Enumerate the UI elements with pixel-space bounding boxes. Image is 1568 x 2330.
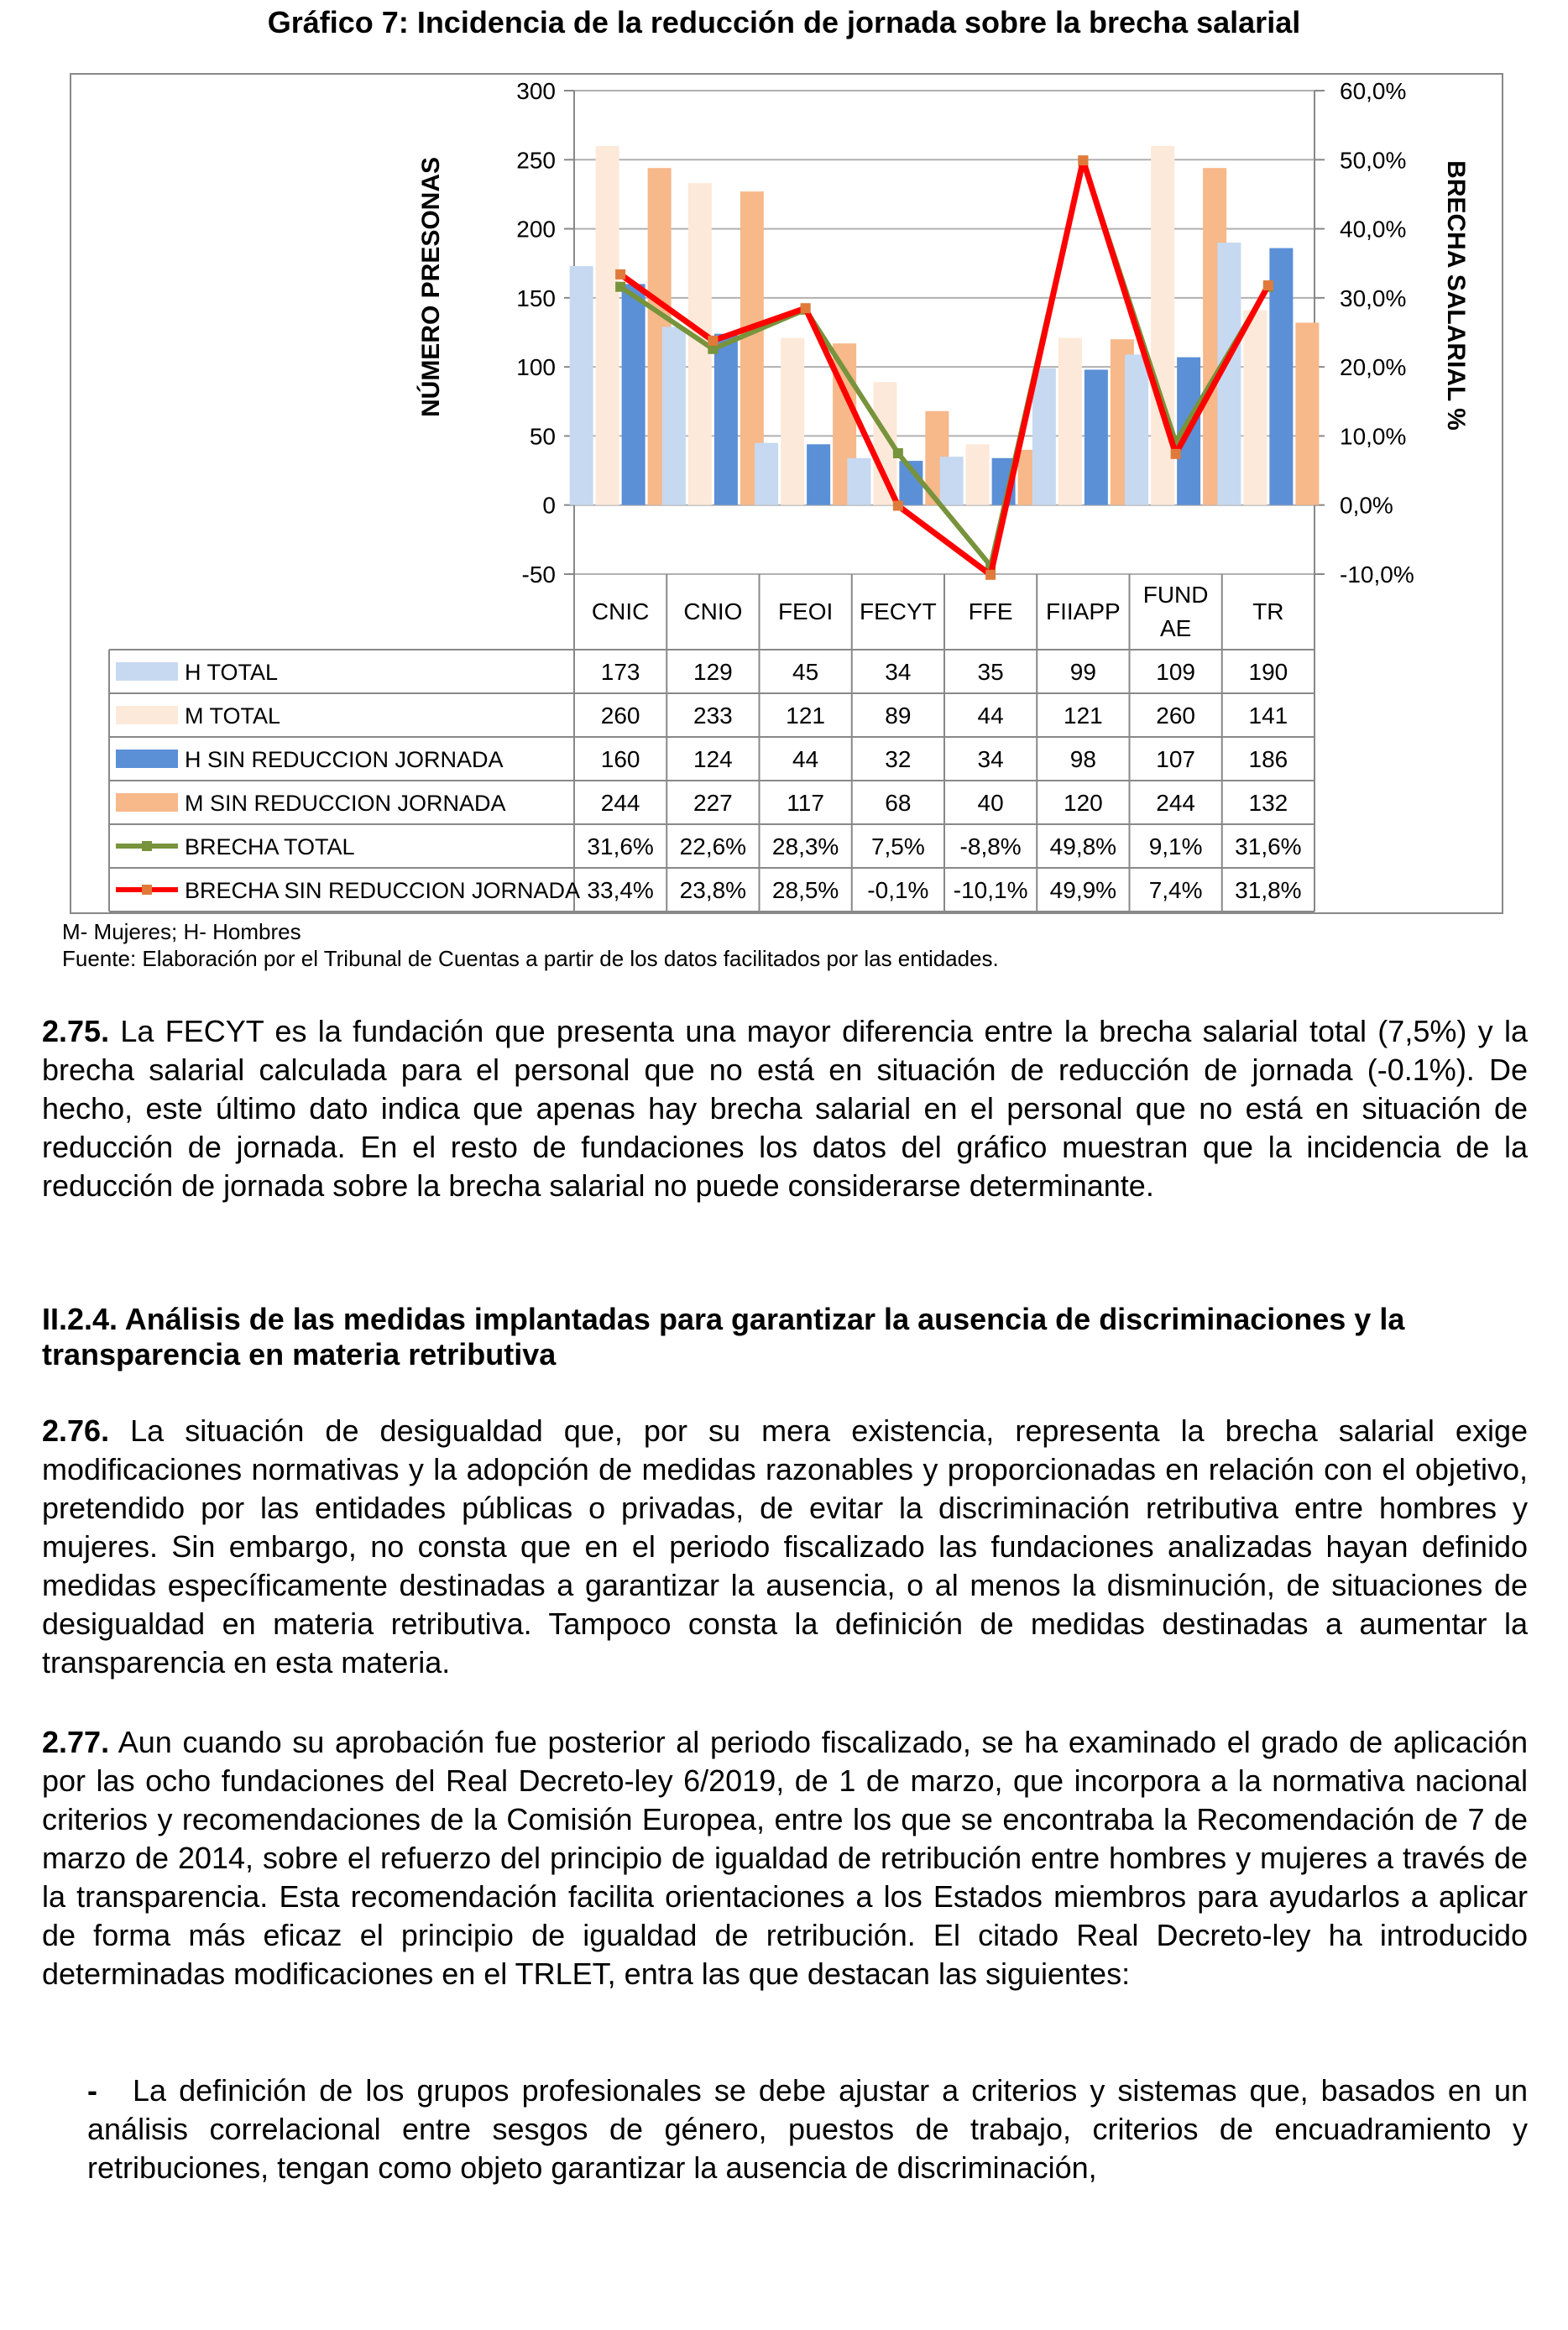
legend-label: H SIN REDUCCION JORNADA — [185, 747, 504, 772]
bullet-item: La definición de los grupos profesionales se debe ajustar a criterios y sistemas que, basados en un análisis correlacional entre sesgos de género, puestos de trabajo, criterios de encuadramiento y retribuciones, tengan como objeto garantizar la ausencia de discriminación, — [87, 2073, 1528, 2185]
y2-tick-label: -10,0% — [1340, 562, 1414, 588]
marker-brecha-sin-reduccion-jornada — [985, 570, 996, 580]
data-label: 9,1% — [1148, 833, 1203, 859]
data-label: 121 — [786, 703, 825, 729]
bar-h-total — [847, 458, 870, 505]
data-label: 117 — [787, 790, 824, 816]
category-label: CNIC — [591, 598, 650, 624]
y-tick-label: 250 — [516, 147, 556, 174]
marker-brecha-total — [615, 282, 625, 292]
paragraph-number: 2.76. — [42, 1413, 110, 1448]
marker-brecha-sin-reduccion-jornada — [801, 303, 811, 313]
paragraph-text: La FECYT es la fundación que presenta una mayor diferencia entre la brecha salarial total (7,5%) y la brecha salarial calculada para el personal que no está en situación de reducción de jornada (-0.1%). De hecho, este último dato indica que apenas hay brecha salarial en el personal que no está en situación de reducción de jornada. En el resto de fundaciones los datos del gráfico muestran que la incidencia de la reducción de jornada sobre la brecha salarial no puede considerarse determinante. — [42, 1014, 1528, 1203]
bar-m-total — [1243, 311, 1267, 505]
data-label: 7,5% — [870, 833, 925, 859]
y2-tick-label: 20,0% — [1340, 354, 1407, 381]
data-label: 120 — [1064, 790, 1103, 816]
data-label: 141 — [1248, 703, 1288, 729]
y-tick-label: 0 — [542, 492, 556, 519]
data-label: 35 — [977, 659, 1004, 685]
bar-h-sin-reduccion-jornada — [807, 444, 830, 504]
bar-h-total — [1125, 354, 1148, 504]
figure-source: Fuente: Elaboración por el Tribunal de Cuentas a partir de los datos facilitados por las entidades. — [62, 946, 999, 971]
marker-brecha-sin-reduccion-jornada — [1263, 280, 1273, 290]
y2-tick-label: 50,0% — [1340, 147, 1407, 174]
marker-brecha-sin-reduccion-jornada — [615, 269, 625, 279]
bar-h-sin-reduccion-jornada — [622, 284, 645, 504]
y-tick-label: 300 — [516, 78, 556, 104]
y2-tick-label: 30,0% — [1340, 285, 1407, 311]
data-label: 109 — [1156, 659, 1195, 685]
y2-tick-label: 10,0% — [1340, 423, 1407, 450]
legend-key — [116, 750, 178, 768]
data-label: 49,9% — [1049, 877, 1117, 903]
data-label: 173 — [600, 659, 640, 685]
category-label: FFE — [968, 598, 1013, 624]
legend-key — [116, 662, 178, 681]
category-label: FIIAPP — [1046, 598, 1121, 624]
legend-label: M TOTAL — [185, 703, 281, 729]
legend-key — [116, 706, 178, 724]
data-label: 31,8% — [1235, 877, 1302, 903]
paragraph-text: La situación de desigualdad que, por su mera existencia, representa la brecha salarial exige modificaciones normativas y la adopción de medidas razonables y proporcionadas en relación con el objetivo, pretendido por las entidades públicas o privadas, de evitar la discriminación retributiva entre hombres y mujeres. Sin embargo, no consta que en el periodo fiscalizado las fundaciones analizadas hayan definido medidas específicamente destinadas a garantizar la ausencia, o al menos la disminución, de situaciones de desigualdad en materia retributiva. Tampoco consta la definición de medidas destinadas a aumentar la transparencia en esta materia. — [42, 1413, 1528, 1680]
category-label: AE — [1159, 615, 1192, 641]
bullet-dash: - — [87, 2073, 97, 2108]
data-label: 33,4% — [587, 877, 654, 903]
data-label: 45 — [792, 659, 819, 685]
data-label: -10,1% — [953, 877, 1028, 903]
bar-h-total — [662, 327, 686, 504]
data-label: 49,8% — [1049, 833, 1117, 859]
marker-brecha-sin-reduccion-jornada — [893, 501, 903, 511]
brecha-chart — [0, 0, 1568, 923]
paragraph-text: Aun cuando su aprobación fue posterior al periodo fiscalizado, se ha examinado el grado de aplicación por las ocho fundaciones del Real Decreto-ley 6/2019, de 1 de marzo, que incorpora a la normativa nacional criterios y recomendaciones de la Comisión Europea, entre los que se encontraba la Recomendación de 7 de marzo de 2014, sobre el refuerzo del principio de igualdad de retribución entre hombres y mujeres a través de la transparencia. Esta recomendación facilita orientaciones a los Estados miembros para ayudarlos a aplicar de forma más eficaz el principio de igualdad de retribución. El citado Real Decreto-ley ha introducido determinadas modificaciones en el TRLET, entra las que destacan las siguientes: — [42, 1725, 1528, 1991]
category-label: TR — [1252, 598, 1284, 624]
bar-h-sin-reduccion-jornada — [714, 334, 738, 505]
bar-h-total — [940, 457, 964, 505]
bar-h-total — [1032, 368, 1056, 505]
data-label: 22,6% — [679, 833, 747, 859]
data-label: -8,8% — [959, 833, 1022, 859]
category-label: FECYT — [859, 598, 937, 624]
y-tick-label: -50 — [521, 562, 556, 588]
data-label: 260 — [1156, 703, 1195, 729]
data-label: 121 — [1064, 703, 1103, 729]
bar-h-total — [755, 443, 778, 505]
data-label: 98 — [1069, 746, 1096, 772]
legend-key-marker — [142, 841, 152, 851]
data-label: 99 — [1069, 659, 1096, 685]
marker-brecha-sin-reduccion-jornada — [708, 336, 718, 346]
bar-h-sin-reduccion-jornada — [1085, 369, 1108, 504]
data-label: 233 — [693, 703, 733, 729]
category-label: FUND — [1142, 582, 1209, 608]
bar-m-sin-reduccion-jornada — [1295, 322, 1319, 504]
legend-label: M SIN REDUCCION JORNADA — [185, 791, 506, 816]
y-tick-label: 150 — [516, 285, 556, 311]
y-tick-label: 50 — [529, 423, 556, 450]
data-label: 244 — [1156, 790, 1195, 816]
y-tick-label: 100 — [516, 354, 556, 381]
data-label: 23,8% — [679, 877, 747, 903]
data-label: 186 — [1248, 746, 1288, 772]
marker-brecha-total — [893, 448, 903, 458]
data-label: 132 — [1248, 790, 1288, 816]
bar-m-total — [781, 338, 804, 505]
data-label: 107 — [1156, 746, 1195, 772]
data-label: 7,4% — [1148, 877, 1203, 903]
category-label: FEOI — [777, 598, 834, 624]
data-label: 34 — [977, 746, 1004, 772]
paragraph-2-77 — [42, 1723, 1528, 1993]
data-label: 31,6% — [587, 833, 654, 859]
data-label: 28,3% — [771, 833, 839, 859]
data-label: 34 — [885, 659, 912, 685]
y-axis-title: NÚMERO PRESONAS — [417, 156, 445, 418]
section-heading: II.2.4. Análisis de las medidas implantadas para garantizar la ausencia de discriminaciones y la transparencia en materia retributiva — [42, 1302, 1405, 1371]
y2-tick-label: 0,0% — [1340, 492, 1393, 519]
data-label: 44 — [977, 703, 1004, 729]
data-label: 260 — [600, 703, 640, 729]
legend-label: H TOTAL — [185, 660, 279, 685]
paragraph-number: 2.75. — [42, 1014, 110, 1048]
data-label: 244 — [600, 790, 640, 816]
legend-key — [116, 793, 178, 812]
paragraph-2-76 — [42, 1412, 1528, 1682]
data-label: 31,6% — [1235, 833, 1302, 859]
y-tick-label: 200 — [516, 216, 556, 243]
data-label: 227 — [693, 790, 733, 816]
data-label: 124 — [693, 746, 733, 772]
data-label: 44 — [792, 746, 819, 772]
paragraph-number: 2.77. — [42, 1725, 110, 1759]
category-label: CNIO — [683, 598, 743, 624]
bar-m-total — [596, 146, 619, 505]
data-label: 160 — [600, 746, 640, 772]
data-label: 32 — [885, 746, 912, 772]
legend-label: BRECHA SIN REDUCCION JORNADA — [185, 878, 581, 903]
marker-brecha-sin-reduccion-jornada — [1171, 449, 1181, 459]
data-label: -0,1% — [867, 877, 929, 903]
bar-m-total — [966, 444, 990, 504]
bar-h-total — [570, 266, 593, 505]
data-label: 89 — [885, 703, 912, 729]
y2-tick-label: 40,0% — [1340, 216, 1407, 243]
bar-m-total — [1058, 338, 1082, 505]
y2-tick-label: 60,0% — [1340, 78, 1407, 104]
marker-brecha-sin-reduccion-jornada — [1078, 155, 1088, 165]
legend-key-marker — [142, 885, 152, 895]
figure-note: M- Mujeres; H- Hombres — [62, 919, 301, 944]
data-label: 190 — [1248, 659, 1288, 685]
data-label: 40 — [977, 790, 1004, 816]
data-label: 68 — [885, 790, 912, 816]
data-label: 129 — [693, 659, 733, 685]
figure-title: Gráfico 7: Incidencia de la reducción de jornada sobre la brecha salarial — [267, 5, 1301, 39]
paragraph-2-75 — [42, 1012, 1528, 1205]
legend-label: BRECHA TOTAL — [185, 834, 355, 859]
data-label: 28,5% — [771, 877, 839, 903]
y2-axis-title: BRECHA SALARIAL % — [1442, 160, 1470, 431]
